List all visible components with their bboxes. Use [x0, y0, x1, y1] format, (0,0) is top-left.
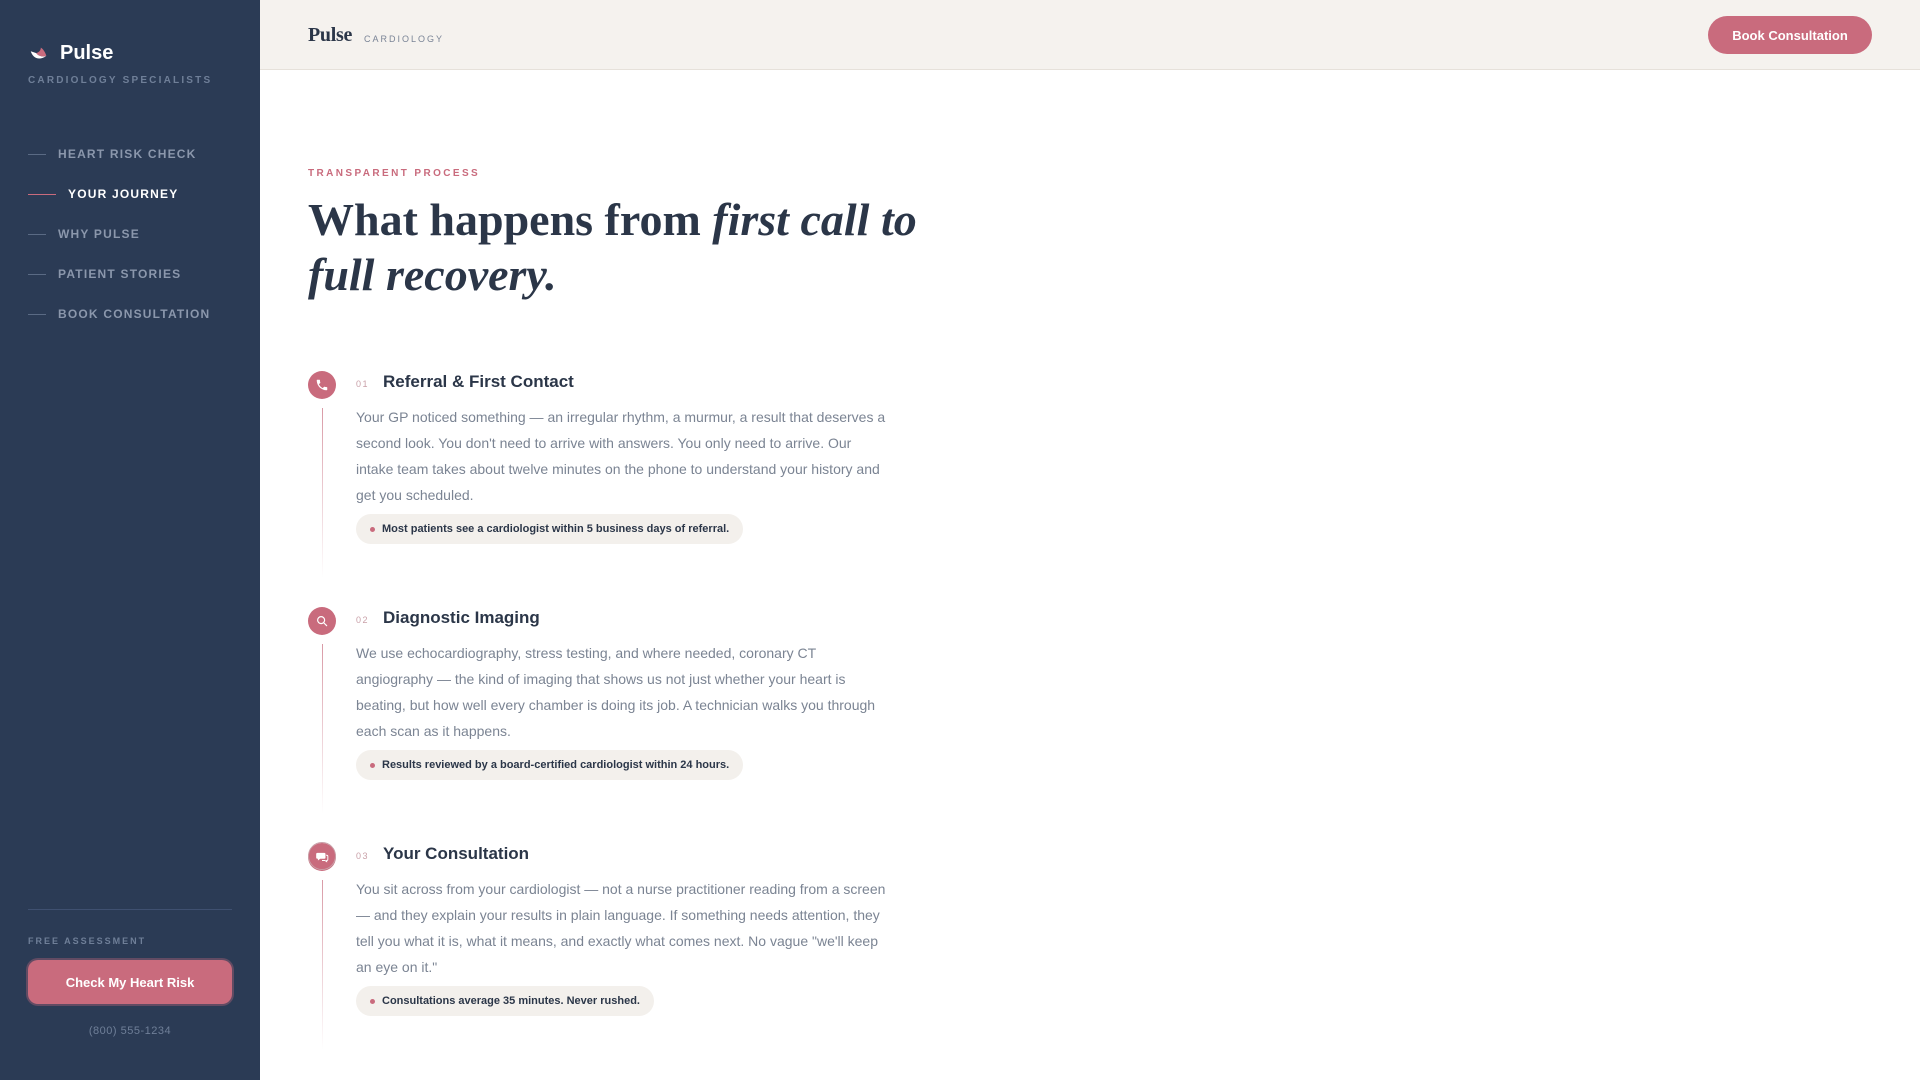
step-connector [322, 880, 323, 1050]
top-logo[interactable]: Pulse [308, 24, 353, 46]
search-icon [315, 614, 329, 628]
step-description: You sit across from your cardiologist — not a nurse practitioner reading from a screen — and they explain your results in plain language. If something needs attention, they tell you what it is, what it means, and exactly what comes next. No vague "we'll keep an eye on it." [356, 881, 886, 975]
bullet-dot-icon [370, 763, 375, 768]
nav-label: WHY PULSE [58, 227, 140, 241]
sidebar [0, 0, 260, 1080]
check-heart-risk-button[interactable]: Check My Heart Risk [28, 960, 232, 1004]
headline-italic: first call to full recovery. [308, 194, 917, 300]
step-title: Referral & First Contact [383, 372, 574, 391]
next-step-marker-partial [308, 842, 336, 870]
step-highlight-text: Consultations average 35 minutes. Never rushed. [382, 995, 640, 1007]
nav-dash [28, 154, 46, 155]
section-eyebrow: TRANSPARENT PROCESS [308, 168, 481, 179]
step-marker [308, 371, 336, 399]
brand-subtitle: CARDIOLOGY SPECIALISTS [28, 75, 213, 86]
step-number: 01 [356, 379, 370, 389]
brand-name: Pulse [60, 42, 114, 64]
step-connector [322, 408, 323, 578]
nav-item-why-pulse[interactable] [28, 214, 248, 254]
phone-icon [315, 378, 329, 392]
top-bar [260, 0, 1920, 70]
book-consultation-button[interactable]: Book Consultation [1708, 16, 1872, 54]
step-description: We use echocardiography, stress testing, and where needed, coronary CT angiography — the kind of imaging that shows us not just whether your heart is beating, but how well every chamber is doing its job. A technician walks you through each scan as it happens. [356, 645, 876, 739]
step-title: Your Consultation [383, 844, 530, 863]
step-marker [308, 607, 336, 635]
step-description: Your GP noticed something — an irregular rhythm, a murmur, a result that deserves a second look. You don't need to arrive with answers. You only need to arrive. Our intake team takes about twelve minutes on the phone to understand your history and get you scheduled. [356, 409, 886, 503]
nav-label: YOUR JOURNEY [68, 187, 179, 201]
step-highlight [356, 986, 654, 1016]
nav-label: HEART RISK CHECK [58, 147, 197, 161]
nav-dash [28, 314, 46, 315]
journey-step [308, 368, 908, 604]
top-logo-subtitle: CARDIOLOGY [364, 34, 445, 44]
nav-item-patient-stories[interactable] [28, 254, 248, 294]
sidebar-divider [28, 909, 232, 910]
step-highlight [356, 514, 743, 544]
page-headline [308, 192, 948, 302]
sidebar-nav [28, 134, 248, 334]
step-connector [322, 644, 323, 814]
nav-label: BOOK CONSULTATION [58, 307, 211, 321]
phone-number[interactable]: (800) 555-1234 [88, 1025, 172, 1037]
pulse-logo-icon [28, 43, 50, 65]
step-highlight-text: Results reviewed by a board-certified cardiologist within 24 hours. [382, 759, 730, 771]
nav-dash [28, 274, 46, 275]
journey-step [308, 604, 908, 840]
nav-item-book-consultation[interactable] [28, 294, 248, 334]
nav-dash [28, 234, 46, 235]
headline-plain: What happens from [308, 194, 713, 245]
brand[interactable] [28, 42, 113, 65]
step-number: 03 [356, 851, 370, 861]
bullet-dot-icon [370, 527, 375, 532]
nav-label: PATIENT STORIES [58, 267, 182, 281]
step-title: Diagnostic Imaging [383, 608, 540, 627]
journey-step [308, 840, 908, 1076]
bullet-dot-icon [370, 999, 375, 1004]
step-highlight-text: Most patients see a cardiologist within 5 business days of referral. [382, 523, 730, 535]
nav-item-your-journey[interactable] [28, 174, 248, 214]
free-assessment-label: FREE ASSESSMENT [28, 936, 147, 946]
journey-steps [308, 368, 908, 1076]
nav-dash [28, 194, 56, 195]
nav-item-heart-risk-check[interactable] [28, 134, 248, 174]
step-highlight [356, 750, 743, 780]
step-number: 02 [356, 615, 370, 625]
